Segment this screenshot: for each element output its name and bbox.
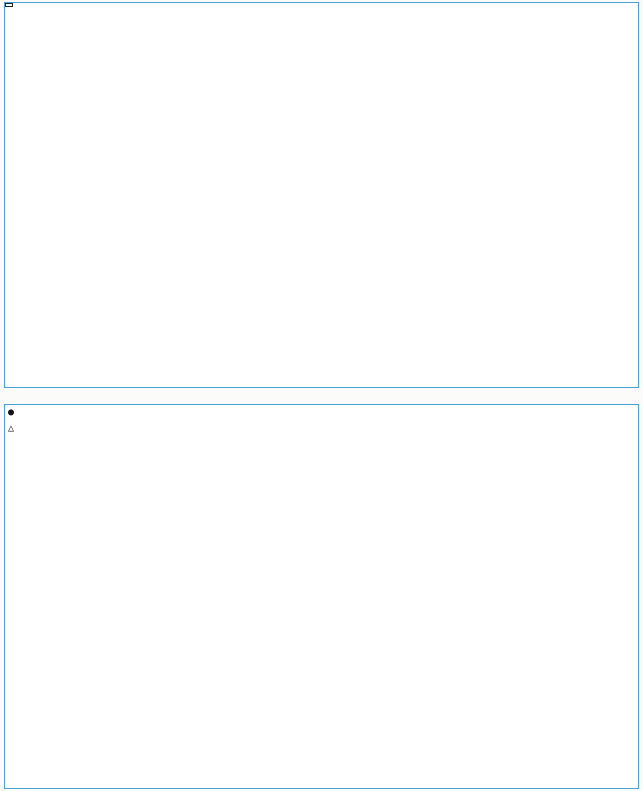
legend-item-1450	[5, 405, 23, 421]
speed-label	[5, 3, 13, 7]
top-chart-panel	[4, 2, 639, 388]
bottom-chart-svg	[5, 405, 637, 787]
bottom-chart-panel	[4, 404, 639, 789]
legend	[5, 405, 23, 437]
legend-item-980	[5, 421, 23, 437]
top-chart-svg	[5, 3, 637, 386]
triangle-marker-icon: △	[7, 423, 15, 434]
circle-marker-icon: ●	[7, 407, 15, 418]
